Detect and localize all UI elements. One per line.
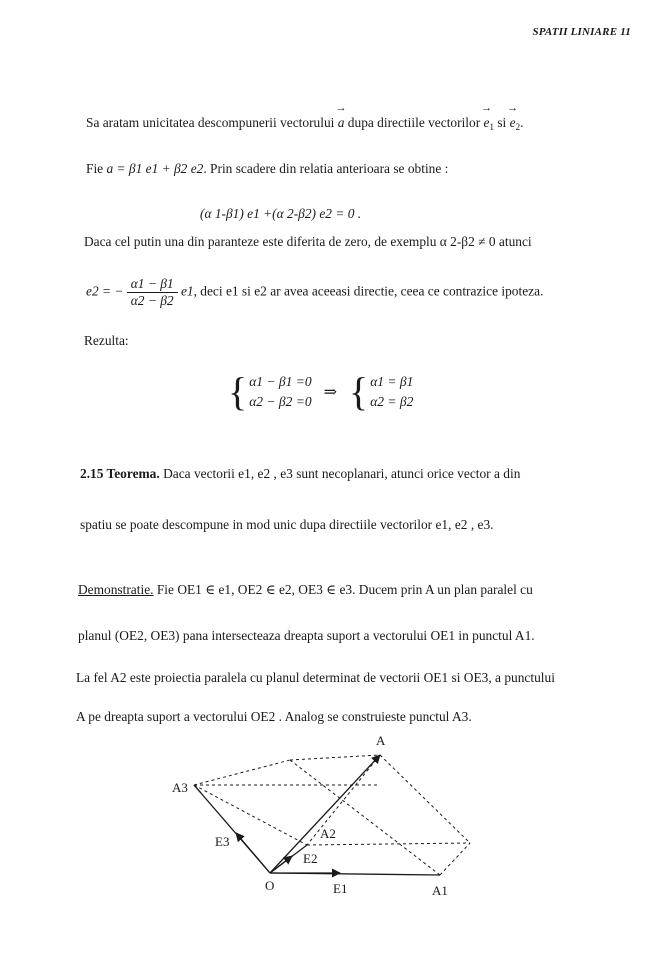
system-right-2: α2 = β2 (370, 394, 414, 409)
frac-text: , deci e1 si e2 ar avea aceeasi directie, ceea ce contrazice ipoteza. (193, 283, 544, 299)
frac-lhs: e2 = − (86, 283, 124, 299)
right-brace: { (349, 369, 369, 414)
vector-oe3 (236, 833, 270, 873)
demo-line-3: La fel A2 este proiectia paralela cu planul determinat de vectorii OE1 si OE3, a punctului (76, 670, 555, 685)
label-a3: A3 (172, 780, 188, 795)
label-a1: A1 (432, 883, 448, 898)
demo-text-1: Fie OE1 ∈ e1, OE2 ∈ e2, OE3 ∈ e3. Ducem prin A un plan paralel cu (156, 582, 533, 597)
tick-a3 (194, 785, 201, 793)
label-a: A (376, 733, 386, 748)
dashed-line (290, 755, 380, 760)
dashed-edges (194, 755, 470, 875)
system-right-1: α1 = β1 (370, 374, 414, 389)
frac-e1: e1 (180, 283, 194, 299)
left-brace: { (228, 369, 248, 414)
text-conj: si (497, 115, 507, 130)
dashed-line (194, 760, 290, 785)
label-o: O (265, 878, 275, 893)
system-left-1: α1 − β1 =0 (249, 374, 312, 389)
equation-difference: (α 1-β1) e1 +(α 2-β2) e2 = 0 . (200, 206, 362, 221)
theorem-label: 2.15 Teorema. (80, 466, 160, 481)
dashed-line (194, 785, 307, 845)
running-header: SPATII LINIARE 11 (532, 26, 631, 38)
fraction-numerator: α1 − β1 (127, 276, 178, 293)
text-fie: Fie (86, 161, 104, 176)
system-left-2: α2 − β2 =0 (249, 394, 312, 409)
vector-e1: → e (484, 115, 490, 131)
text-mid: dupa directiile vectorilor (347, 115, 481, 130)
label-e1: E1 (333, 881, 348, 896)
dashed-line (380, 755, 470, 843)
implies-symbol: ⇒ (323, 384, 338, 401)
label-e3: E3 (215, 834, 230, 849)
vector-oa (270, 755, 380, 873)
dashed-line (307, 843, 470, 845)
rezulta-label: Rezulta: (84, 333, 129, 348)
theorem-text-1: Daca vectorii e1, e2 , e3 sunt necoplanari, atunci orice vector a din (163, 466, 521, 481)
vector-oe2 (270, 856, 292, 873)
vector-a: → a (338, 115, 345, 131)
fraction-denominator: α2 − β2 (130, 293, 174, 308)
demo-line-4: A pe dreapta suport a vectorului OE2 . Analog se construieste punctul A3. (76, 709, 472, 724)
text-end: . (520, 115, 524, 130)
equation-a: a = β1 e1 + β2 e2 (106, 161, 204, 176)
label-e2: E2 (303, 851, 318, 866)
demo-line-2: planul (OE2, OE3) pana intersecteaza dreapta suport a vectorului OE1 in punctul A1. (78, 628, 535, 643)
theorem-line-2: spatiu se poate descompune in mod unic dupa directiile vectorilor e1, e2 , e3. (80, 517, 494, 532)
label-a2: A2 (320, 826, 336, 841)
sub-1: 1 (489, 122, 494, 132)
text-prefix: Sa aratam unicitatea descompunerii vectorului (86, 115, 335, 130)
text-rest: . Prin scadere din relatia anterioara se obtine : (203, 161, 449, 176)
sub-2: 2 (515, 122, 521, 132)
dashed-line (307, 755, 380, 845)
demo-label: Demonstratie. (78, 582, 154, 597)
line-paranteze: Daca cel putin una din paranteze este diferita de zero, de exemplu α 2-β2 ≠ 0 atunci (84, 234, 532, 249)
vector-e2: → e (510, 115, 516, 131)
dashed-line (440, 843, 470, 875)
